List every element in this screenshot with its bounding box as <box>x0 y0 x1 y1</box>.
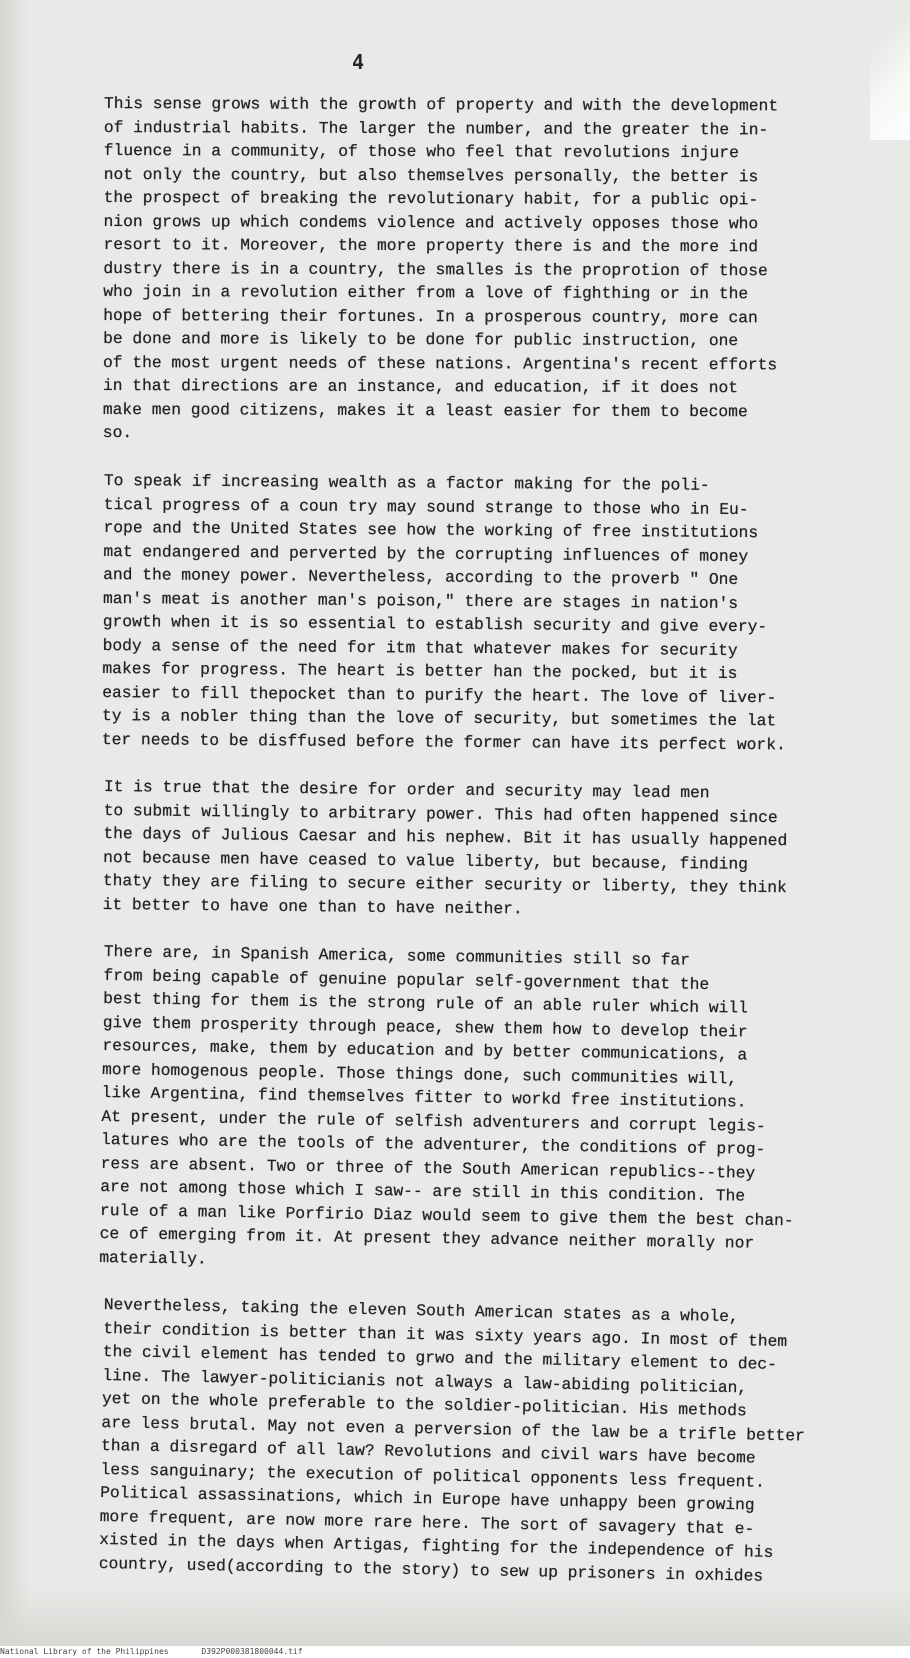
scan-footer <box>0 1646 910 1658</box>
page-shadow-bottom <box>0 1586 910 1646</box>
page-shadow <box>0 0 30 1646</box>
library-name: National Library of the Philippines <box>0 1647 169 1656</box>
page-number: 4 <box>352 50 365 74</box>
paragraph-2: To speak if increasing wealth as a factor making for the poli- tical progress of a coun try may sound strange to those who in Eu- rope and the United States see how the working of free institutions mat endangered and perverted by the corrupting influences of money and the money power. Nevertheless, according to the proverb " One man's meat is another man's poison," there are stages in nation's growth when it is so essential to establish security and give every- body a sense of the need for itm that whatever makes for security makes for progress. The heart is better han the pocked, but it is easier to fill thepocket than to purify the heart. The love of liver- ty is a nobler thing than the love of security, but sometimes the lat ter needs to be disffused before the former can have its perfect work. <box>101 470 786 754</box>
paragraph-4: There are, in Spanish America, some communities still so far from being capable of genuine popular self-government that the best thing for them is the strong rule of an able ruler which will give them prosperity through peace, shew them how to develop their resources, make, them by education and by better communications, a more homogenous people. Those things done, such communities will, like Argentina, find themselves fitter to workd free institutions. At present, under the rule of selfish adventurers and corrupt legis- latures who are the tools of the adventurer, the conditions of prog- ress are absent. Two or three of the South American republics--they are not among those which I saw-- are still in this condition. The rule of a man like Porfirio Diaz would seem to give them the best chan- ce of emerging from it. At present they advance neither morally nor materially. <box>99 941 794 1268</box>
body-text <box>98 92 864 1585</box>
paragraph-5: Nevertheless, taking the eleven South American states as a whole, their condition is better than it was sixty years ago. In most of them the civil element has tended to grwo and the military element to dec- line. The lawyer-politicianis not always a law-abiding politician, yet on the whole preferable to the soldier-politician. His methods are less brutal. May not even a perversion of the law be a trifle better than a disregard of all law? Revolutions and civil wars have become less sanguinary; the execution of political opponents less frequent. Political assassinations, which in Europe have unhappy been growing more frequent, are now more rare here. The sort of savagery that e- xisted in the days when Artigas, fighting for the independence of his country, used(according to the story) to sew up prisoners in oxhides <box>98 1294 806 1585</box>
paragraph-1: This sense grows with the growth of property and with the development of industrial habits. The larger the number, and the greater the in- fluence in a community, of those who feel that revolutions injure not only the country, but also themselves personally, the better is the prospect of breaking the revolutionary habit, for a public opi- nion grows up which condems violence and actively opposes those who resort to it. Moreover, the more property there is and the more ind dustry there is in a country, the smalles is the proprotion of those who join in a revolution either from a love of fighthing or in the hope of bettering their fortunes. In a prosperous country, more can be done and more is likely to be done for public instruction, one of the most urgent needs of these nations. Argentina's recent efforts in that directions are an instance, and education, if it does not make men good citizens, makes it a least easier for them to become so. <box>102 93 779 443</box>
file-id: D392P000381800044.tif <box>201 1647 303 1656</box>
page-corner <box>870 0 910 140</box>
paragraph-3: It is true that the desire for order and security may lead men to submit willingly to arbitrary power. This had often happened since the days of Julious Caesar and his nephew. Bit it has usually happened not because men have ceased to value liberty, but because, finding thaty they are filing to secure either security or liberty, they think it better to have one than to have neither. <box>102 776 788 918</box>
